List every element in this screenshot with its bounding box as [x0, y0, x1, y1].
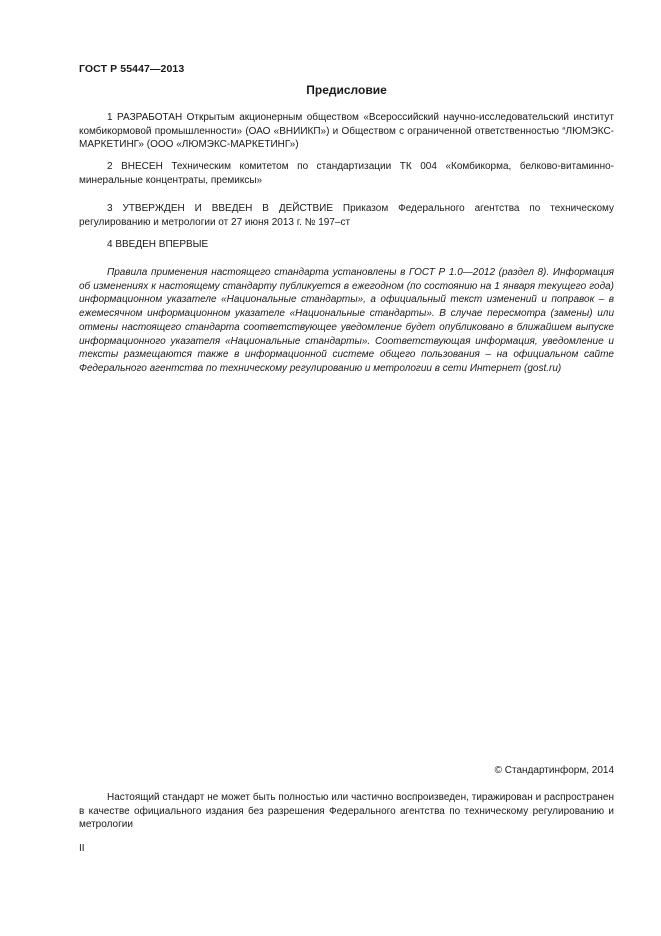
paragraph-introduced-by: 2 ВНЕСЕН Техническим комитетом по стандартизации ТК 004 «Комбикорма, белково-витаминно-минеральные концентраты, премиксы»: [79, 161, 614, 186]
reproduction-rights-notice: Настоящий стандарт не может быть полностью или частично воспроизведен, тиражирован и распространен в качестве официального издания без разрешения Федерального агентства по техническому регулированию и метрологии: [79, 792, 614, 831]
page-number: II: [79, 843, 85, 854]
paragraph-first-introduced: 4 ВВЕДЕН ВПЕРВЫЕ: [107, 239, 209, 250]
copyright-line: © Стандартинформ, 2014: [494, 765, 614, 776]
page-title: Предисловие: [306, 83, 387, 97]
document-code: ГОСТ Р 55447—2013: [79, 63, 185, 75]
standard-application-notice: Правила применения настоящего стандарта установлены в ГОСТ Р 1.0—2012 (раздел 8). Информация об изменениях к настоящему стандарту публикуется в ежегодном (по состоянию на 1 января текущего года) информационном указателе «Национальные стандарты», а официальный текст изменений и поправок – в ежемесячном информационном указателе «Национальные стандарты». В случае пересмотра (замены) или отмены настоящего стандарта соответствующее уведомление будет опубликовано в ближайшем выпуске информационного указателя «Национальные стандарты». Соответствующая информация, уведомление и тексты размещаются также в информационной системе общего пользования – на официальном сайте Федерального агентства по техническому регулированию и метрологии в сети Интернет (gost.ru): [79, 267, 614, 374]
paragraph-approved: 3 УТВЕРЖДЕН И ВВЕДЕН В ДЕЙСТВИЕ Приказом Федерального агентства по техническому регулированию и метрологии от 27 июня 2013 г. № 197–ст: [79, 203, 614, 228]
paragraph-developed-by: 1 РАЗРАБОТАН Открытым акционерным обществом «Всероссийский научно-исследовательский институт комбикормовой промышленности» (ОАО «ВНИИКП») и Обществом с ограниченной ответственностью “ЛЮМЭКС-МАРКЕТИНГ» (ООО «ЛЮМЭКС-МАРКЕТИНГ»): [79, 112, 614, 151]
